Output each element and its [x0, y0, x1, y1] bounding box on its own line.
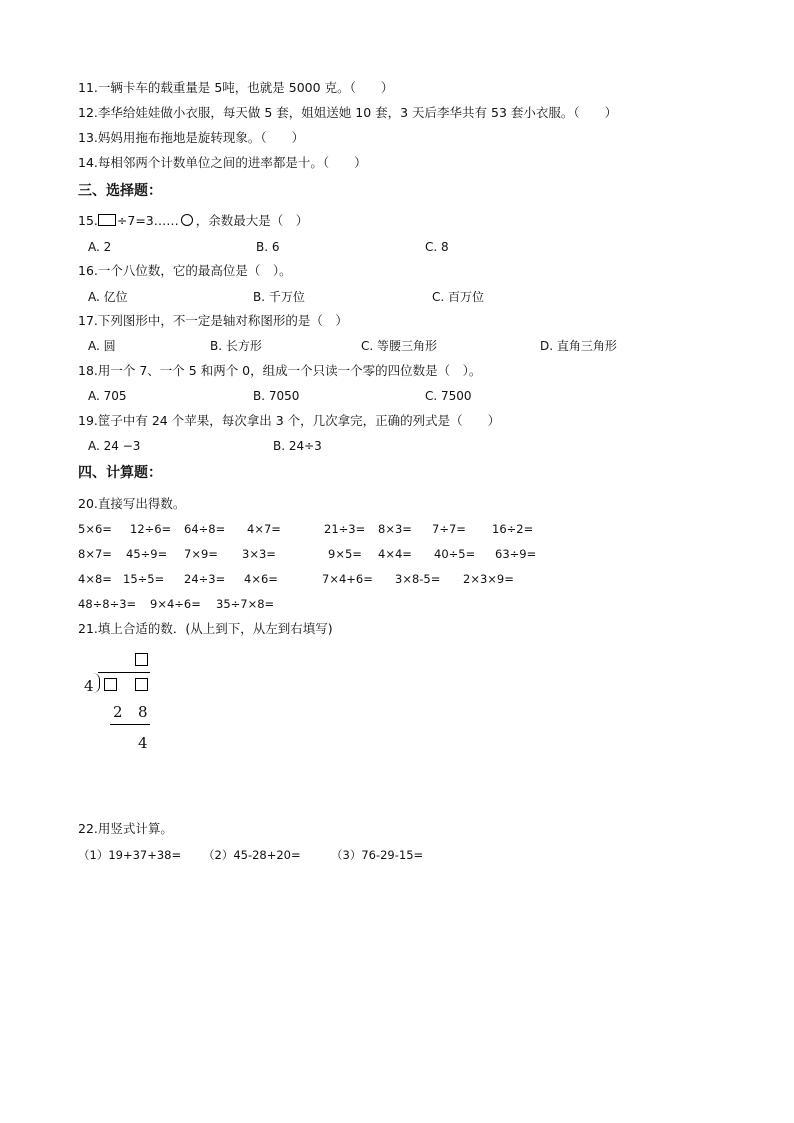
circle-icon [181, 214, 193, 226]
calc-item: 4×7= [247, 522, 281, 536]
q18-option-b: B. 7050 [253, 389, 300, 403]
q16-option-c: C. 百万位 [432, 290, 485, 304]
calc-item: 12÷6= [130, 522, 172, 536]
question-15 [78, 213, 308, 229]
calc-item: 45÷9= [126, 547, 168, 561]
question-11: 11.一辆卡车的载重量是 5吨，也就是 5000 克。（ ） [78, 80, 394, 95]
q15-option-c: C. 8 [425, 240, 449, 254]
vertical-calc-item-2: （2）45-28+20= [203, 848, 301, 862]
calc-item: 40÷5= [434, 547, 476, 561]
question-15-suffix: ，余数最大是（ ） [195, 213, 309, 228]
q15-option-b: B. 6 [256, 240, 280, 254]
question-22: 22.用竖式计算。 [78, 821, 173, 836]
product-digit-tens: 2 [113, 703, 123, 721]
calc-item: 48÷8÷3= [78, 597, 137, 611]
question-13: 13.妈妈用拖布拖地是旋转现象。（ ） [78, 130, 305, 145]
q16-option-b: B. 千万位 [253, 290, 305, 304]
section-heading-calc: 四、计算题： [78, 465, 162, 481]
calc-item: 4×6= [244, 572, 278, 586]
answer-box-quotient [135, 653, 148, 666]
calc-item: 35÷7×8= [216, 597, 275, 611]
question-14: 14.每相邻两个计数单位之间的进率都是十。（ ） [78, 155, 367, 170]
vertical-calc-item-3: （3）76-29-15= [331, 848, 424, 862]
calc-item: 7÷7= [432, 522, 466, 536]
q16-option-a: A. 亿位 [88, 290, 128, 304]
subtraction-line [110, 724, 150, 725]
divisor: 4 [84, 677, 94, 695]
calc-item: 5×6= [78, 522, 112, 536]
question-21: 21.填上合适的数．(从上到下，从左到右填写) [78, 621, 333, 636]
q19-option-a: A. 24 −3 [88, 439, 141, 453]
q17-option-b: B. 长方形 [210, 339, 262, 353]
calc-item: 15÷5= [123, 572, 165, 586]
question-15-equation: ÷7=3…… [116, 213, 179, 228]
answer-box-dividend-tens [104, 678, 117, 691]
section-heading-choice: 三、选择题： [78, 183, 162, 199]
calc-item: 8×7= [78, 547, 112, 561]
vertical-calc-item-1: （1）19+37+38= [78, 848, 182, 862]
question-12: 12.李华给娃娃做小衣服，每天做 5 套，姐姐送她 10 套，3 天后李华共有 53 套小衣服。（ ） [78, 105, 618, 120]
calc-item: 4×8= [78, 572, 112, 586]
q17-option-c: C. 等腰三角形 [361, 339, 438, 353]
calc-item: 7×4+6= [322, 572, 373, 586]
calc-item: 4×4= [378, 547, 412, 561]
q19-option-b: B. 24÷3 [273, 439, 322, 453]
q15-option-a: A. 2 [88, 240, 112, 254]
q17-option-d: D. 直角三角形 [540, 339, 617, 353]
calc-item: 2×3×9= [463, 572, 514, 586]
q18-option-c: C. 7500 [425, 389, 472, 403]
calc-item: 3×3= [242, 547, 276, 561]
calc-item: 8×3= [378, 522, 412, 536]
calc-item: 63÷9= [495, 547, 537, 561]
calc-item: 24÷3= [184, 572, 226, 586]
rectangle-box-icon [98, 214, 116, 226]
calc-item: 3×8-5= [395, 572, 441, 586]
answer-box-dividend-ones [135, 678, 148, 691]
product-digit-ones: 8 [138, 703, 148, 721]
calc-item: 9×5= [328, 547, 362, 561]
division-bar [98, 672, 150, 673]
calc-item: 9×4÷6= [150, 597, 201, 611]
calc-item: 7×9= [184, 547, 218, 561]
question-17: 17.下列图形中，不一定是轴对称图形的是（ ） [78, 313, 348, 328]
calc-item: 64÷8= [184, 522, 226, 536]
q18-option-a: A. 705 [88, 389, 127, 403]
question-18: 18.用一个 7、一个 5 和两个 0，组成一个只读一个零的四位数是（ ）。 [78, 363, 482, 378]
question-16: 16.一个八位数，它的最高位是（ ）。 [78, 263, 292, 278]
question-20: 20.直接写出得数。 [78, 496, 186, 511]
calc-item: 16÷2= [492, 522, 534, 536]
division-bracket [93, 673, 100, 693]
calc-item: 21÷3= [324, 522, 366, 536]
question-15-prefix: 15. [78, 213, 98, 228]
question-19: 19.筐子中有 24 个苹果，每次拿出 3 个，几次拿完，正确的列式是（ ） [78, 413, 501, 428]
q17-option-a: A. 圆 [88, 339, 116, 353]
remainder: 4 [138, 734, 148, 752]
